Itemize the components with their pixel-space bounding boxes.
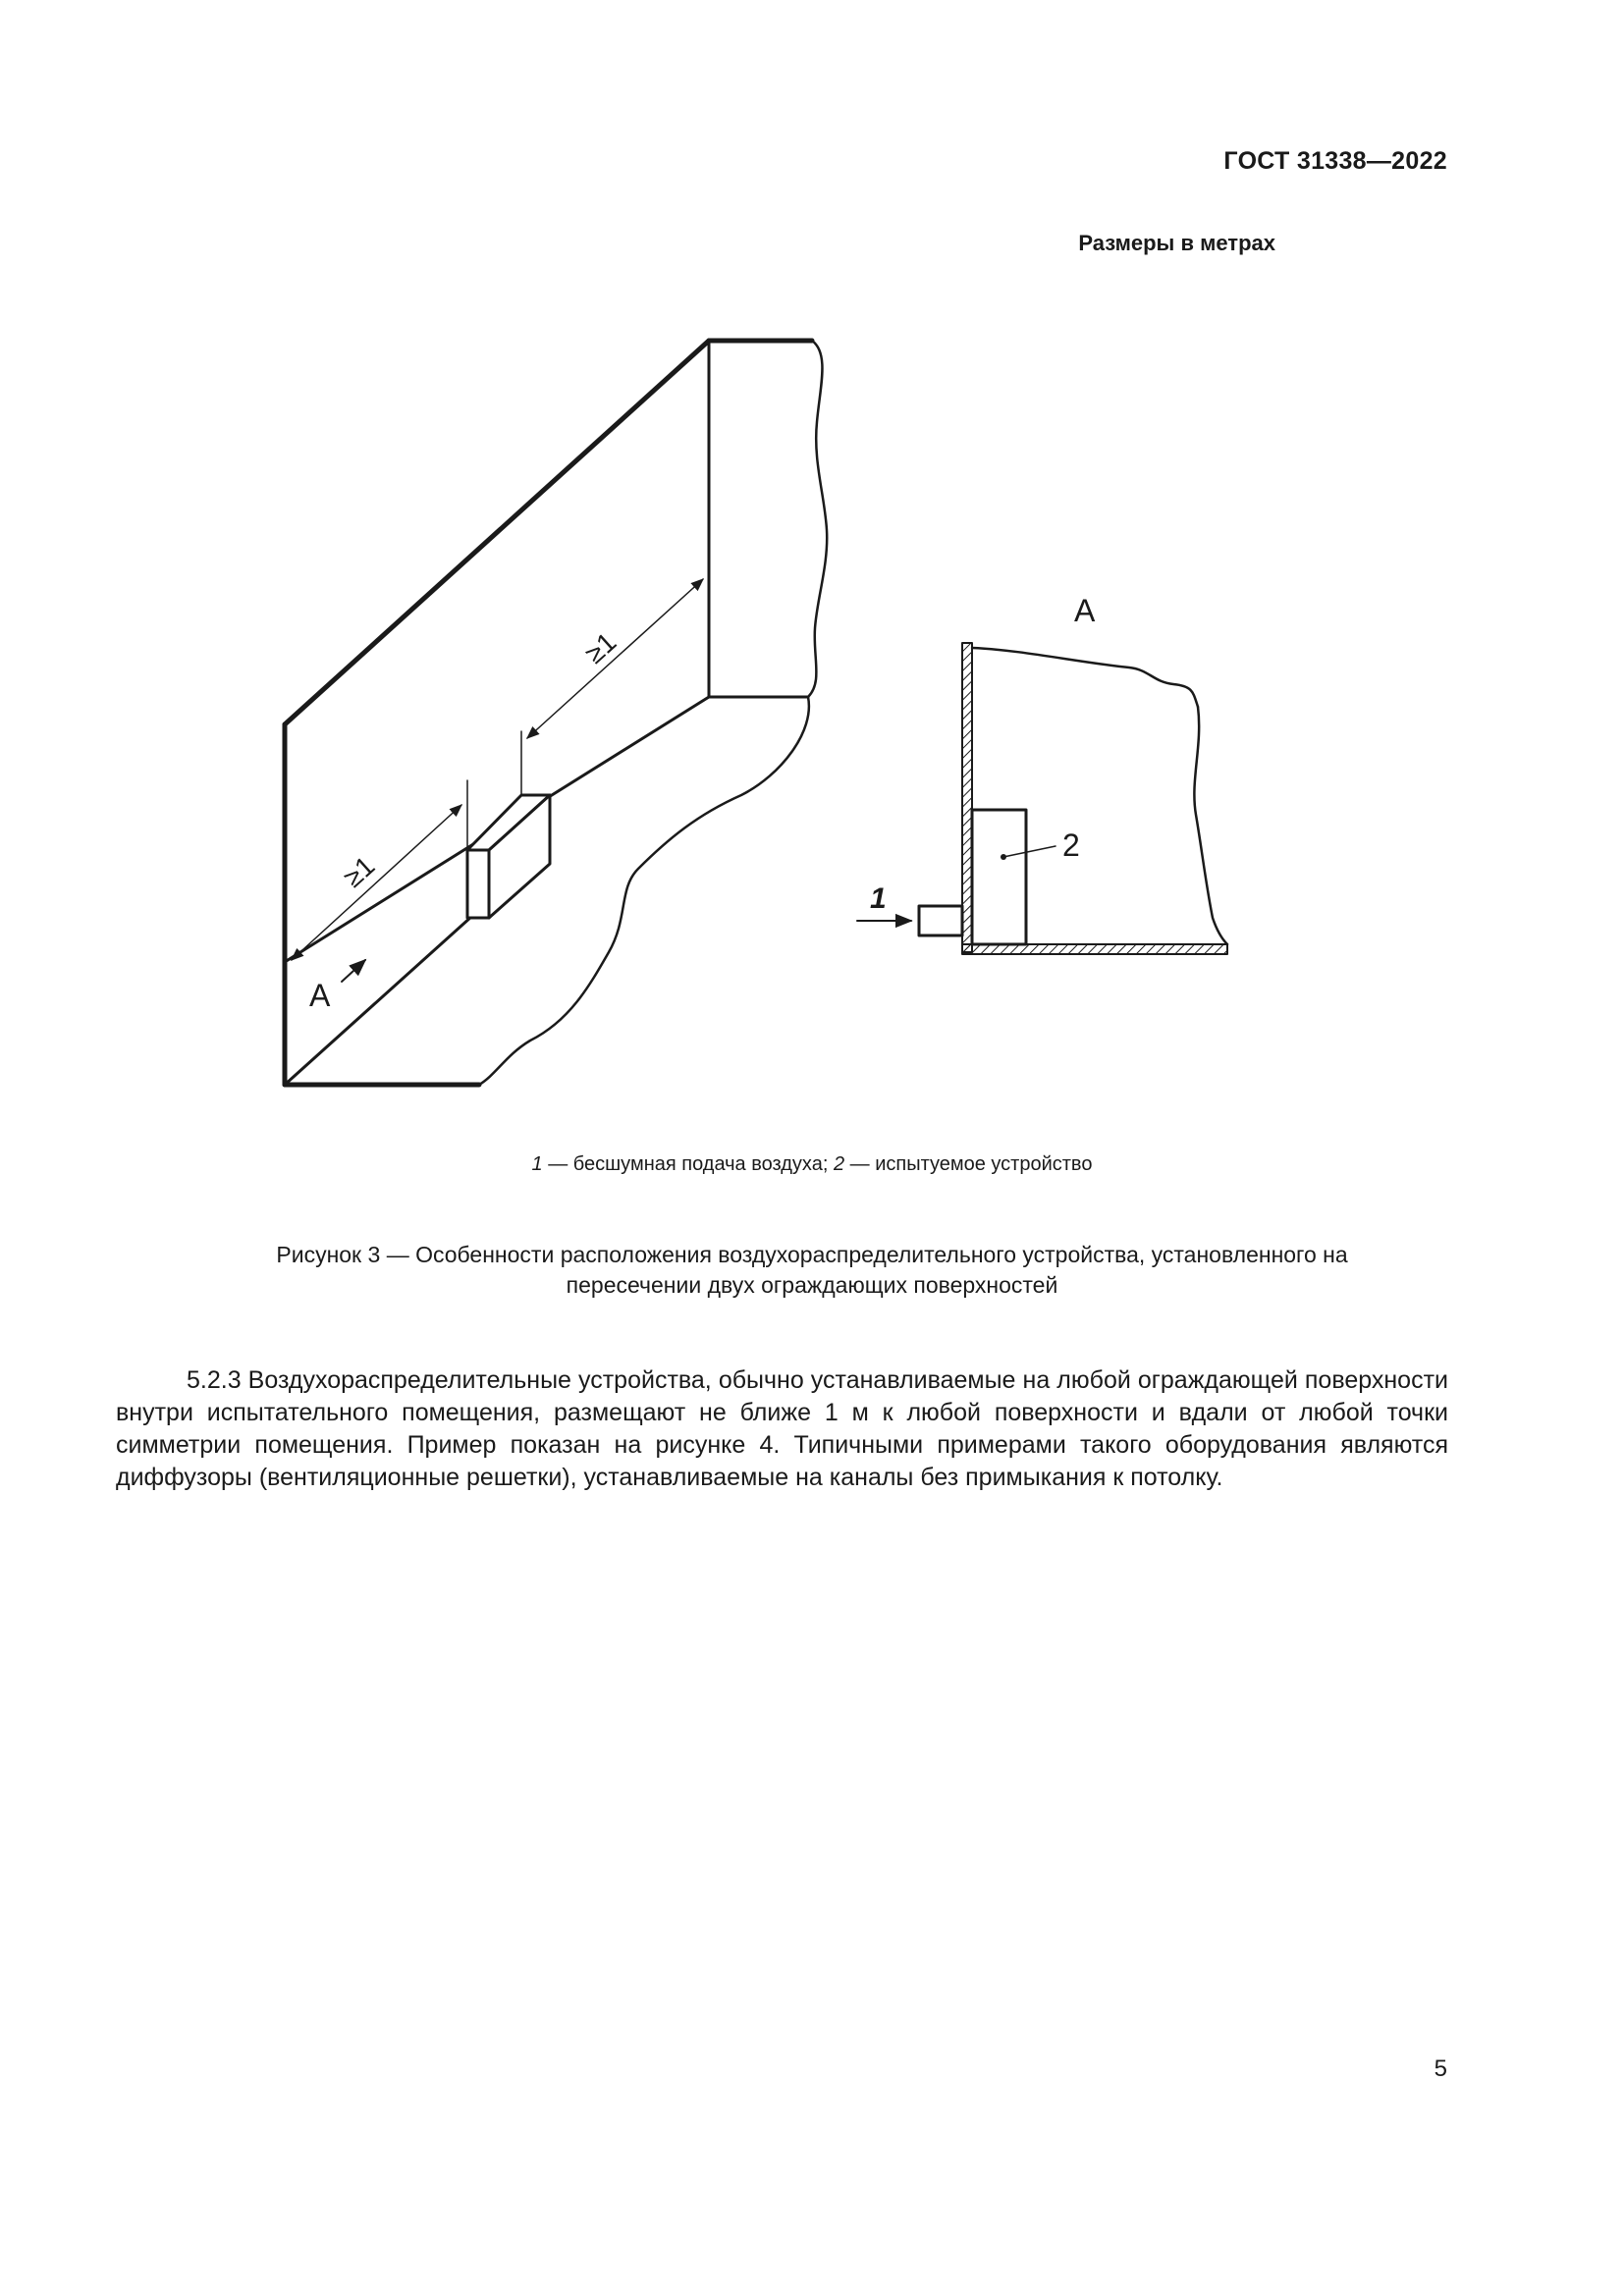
dimensions-note: Размеры в метрах <box>1078 231 1275 255</box>
body-paragraph <box>116 1364 1448 1494</box>
legend-text-1: — бесшумная подача воздуха; <box>542 1153 834 1175</box>
legend-number-2: 2 <box>833 1153 845 1175</box>
document-code: ГОСТ 31338—2022 <box>1223 147 1447 175</box>
dimension-label-left: ≥1 <box>337 850 381 893</box>
detail-title: A <box>1074 593 1096 628</box>
detail-label-2: 2 <box>1062 828 1080 863</box>
view-marker: A <box>309 978 331 1013</box>
dimension-line-left <box>292 805 461 960</box>
legend-number-1: 1 <box>531 1153 543 1175</box>
figure-caption <box>177 1240 1447 1301</box>
detail-top-break <box>972 648 1198 707</box>
view-arrow <box>342 960 365 982</box>
caption-line-1: Рисунок 3 — Особенности расположения воздухораспределительного устройства, установленного на <box>276 1242 1348 1267</box>
dimension-line-right <box>527 579 703 738</box>
device-front-face <box>467 850 489 918</box>
dimension-label-right: ≥1 <box>578 626 623 669</box>
wall-top-edge <box>285 341 709 724</box>
detail-air-inlet <box>919 906 962 935</box>
isometric-view <box>285 341 827 1085</box>
wall-break-line <box>808 341 827 697</box>
legend-text-2: — испытуемое устройство <box>844 1153 1093 1175</box>
floor-break-line <box>479 697 809 1085</box>
detail-right-break <box>1194 707 1227 944</box>
page-number: 5 <box>1434 2056 1447 2082</box>
caption-line-2: пересечении двух ограждающих поверхностей <box>566 1272 1058 1298</box>
detail-label-1: 1 <box>870 882 887 915</box>
paragraph-text: 5.2.3 Воздухораспределительные устройства, обычно устанавливаемые на любой ограждающей поверхности внутри испытательного помещения, размещают не ближе 1 м к любой поверхности и вдали от любой точки симметрии помещения. Пример показан на рисунке 4. Типичными примерами такого оборудования являются диффузоры (вентиляционные решетки), устанавливаемые на каналы без примыкания к потолку. <box>116 1366 1448 1491</box>
detail-view-a <box>857 643 1227 954</box>
detail-leader-dot <box>1001 854 1006 860</box>
detail-device <box>972 810 1026 944</box>
figure-legend <box>0 1153 1624 1176</box>
